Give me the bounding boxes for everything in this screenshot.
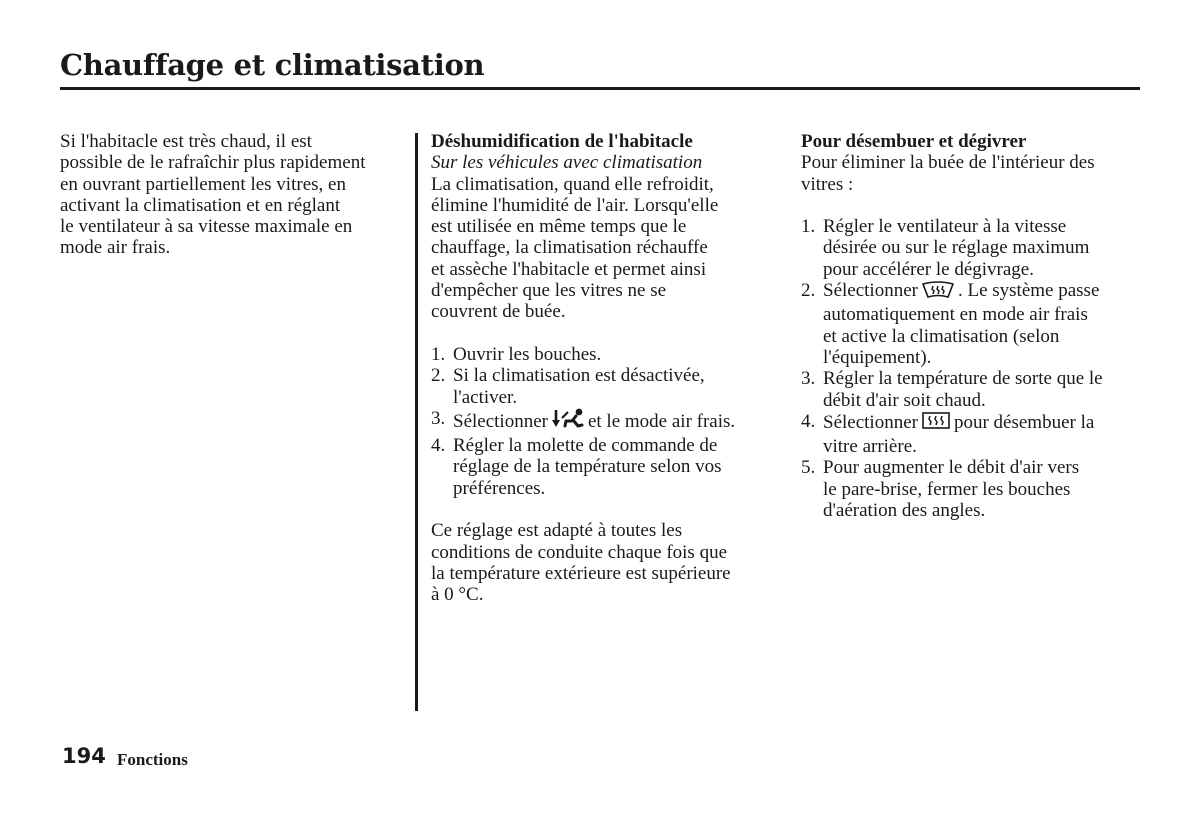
list-number: 1. — [801, 216, 816, 238]
text-line: l'équipement). — [823, 346, 932, 368]
list-item — [801, 411, 1146, 458]
text-fragment: Sélectionner — [823, 280, 918, 302]
windshield-defrost-icon — [921, 281, 955, 304]
list-item — [801, 216, 1146, 280]
text-fragment: et le mode air frais. — [587, 410, 736, 432]
text-line: couvrent de buée. — [431, 301, 566, 323]
text-line: Si l'habitacle est très chaud, il est — [60, 131, 312, 152]
list-item — [431, 344, 776, 365]
text-fragment: . Le système passe — [957, 280, 1100, 302]
list-number: 4. — [801, 410, 816, 432]
text-line: vitre arrière. — [823, 436, 917, 458]
text-line: est utilisée en même temps que le — [431, 216, 687, 238]
column-divider — [415, 133, 418, 711]
text-line: Ouvrir les bouches. — [453, 343, 602, 365]
page-number: 194 — [62, 744, 106, 768]
text-line: le pare-brise, fermer les bouches — [823, 478, 1071, 500]
text-fragment: pour désembuer la — [953, 411, 1095, 433]
list-item — [801, 368, 1146, 411]
text-line: réglage de la température selon vos — [453, 456, 722, 478]
text-line: la température extérieure est supérieure — [431, 562, 731, 584]
text-line: et active la climatisation (selon — [823, 325, 1060, 347]
section-heading: Déshumidification de l'habitacle — [431, 131, 693, 152]
text-line: en ouvrant partiellement les vitres, en — [60, 173, 346, 195]
section-subheading: Sur les véhicules avec climatisation — [431, 152, 703, 174]
list-number: 3. — [801, 368, 816, 390]
column-dehumidify — [431, 131, 776, 606]
text-line: à 0 °C. — [431, 584, 484, 606]
text-line: automatiquement en mode air frais — [823, 304, 1088, 326]
text-line: vitres : — [801, 173, 854, 195]
text-line: l'activer. — [453, 386, 518, 408]
rear-defrost-icon — [921, 411, 951, 436]
text-line: Régler la température de sorte que le — [823, 368, 1103, 390]
text-line: mode air frais. — [60, 237, 171, 259]
list-number: 2. — [431, 365, 446, 387]
text-line: le ventilateur à sa vitesse maximale en — [60, 216, 353, 238]
text-line: pour accélérer le dégivrage. — [823, 258, 1034, 280]
floor-vent-icon — [551, 408, 585, 435]
text-line: Pour éliminer la buée de l'intérieur des — [801, 152, 1095, 174]
text-fragment: Sélectionner — [823, 411, 918, 433]
list-number: 5. — [801, 457, 816, 479]
list-number: 3. — [431, 407, 446, 429]
text-line: Si la climatisation est désactivée, — [453, 365, 705, 387]
text-line: désirée ou sur le réglage maximum — [823, 237, 1090, 259]
text-line: débit d'air soit chaud. — [823, 389, 986, 411]
text-line: chauffage, la climatisation réchauffe — [431, 237, 708, 259]
section-label: Fonctions — [117, 750, 188, 769]
text-line: d'empêcher que les vitres ne se — [431, 280, 667, 302]
title-rule — [60, 87, 1140, 90]
text-line: Régler la molette de commande de — [453, 435, 718, 457]
text-fragment: Sélectionner — [453, 410, 548, 432]
list-item — [801, 457, 1146, 521]
column-defrost — [801, 131, 1146, 521]
text-line: La climatisation, quand elle refroidit, — [431, 173, 714, 195]
text-line: Pour augmenter le débit d'air vers — [823, 457, 1080, 479]
text-line: possible de le rafraîchir plus rapidement — [60, 152, 366, 174]
column-intro — [60, 131, 405, 259]
list-number: 2. — [801, 280, 816, 302]
page-title: Chauffage et climatisation — [60, 48, 485, 82]
section-heading: Pour désembuer et dégivrer — [801, 131, 1027, 152]
text-line: et assèche l'habitacle et permet ainsi — [431, 258, 707, 280]
text-line: d'aération des angles. — [823, 500, 986, 522]
list-number: 1. — [431, 343, 446, 365]
list-item — [431, 408, 776, 435]
list-item — [431, 435, 776, 499]
text-line: élimine l'humidité de l'air. Lorsqu'elle — [431, 194, 719, 216]
list-number: 4. — [431, 435, 446, 457]
text-line: activant la climatisation et en réglant — [60, 194, 341, 216]
list-item — [801, 280, 1146, 368]
text-line: préférences. — [453, 477, 546, 499]
text-line: Ce réglage est adapté à toutes les — [431, 520, 683, 542]
text-line: Régler le ventilateur à la vitesse — [823, 216, 1067, 238]
text-line: conditions de conduite chaque fois que — [431, 541, 728, 563]
list-item — [431, 365, 776, 408]
